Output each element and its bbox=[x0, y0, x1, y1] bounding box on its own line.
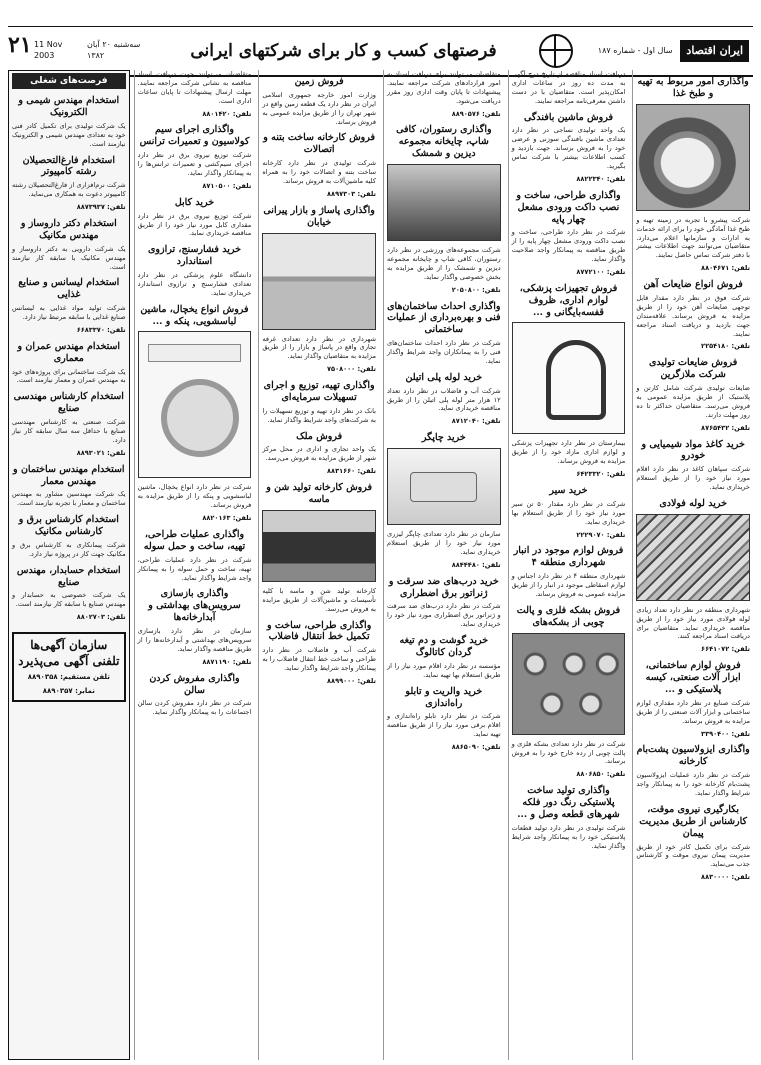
pipes-photo bbox=[636, 514, 750, 601]
ad-item bbox=[12, 277, 126, 334]
washer-photo bbox=[138, 331, 252, 478]
ad-title: استخدام دکتر داروساز و مهندس مکانیک bbox=[20, 217, 117, 241]
ad-phone: تلفن: ۸۸۳۱۶۶۰ bbox=[327, 467, 376, 476]
ad-body: شرکت تولید مواد غذایی به لیسانس صنایع غذایی با سابقه مرتبط نیاز دارد. bbox=[11, 304, 126, 322]
ad-phone: تلفن: ۸۸۲۲۳۴۰ bbox=[576, 174, 626, 183]
ad-body: یک شرکت تولیدی برای تکمیل کادر فنی خود به تعدادی مهندس شیمی و الکترونیک نیازمند است. bbox=[11, 121, 126, 148]
ad-item bbox=[12, 391, 126, 457]
food-photo bbox=[636, 104, 750, 211]
ad-phone: تلفن: ۸۸۹۳۰۲۱ bbox=[76, 448, 126, 457]
issue-number: سال اول - شماره ۱۸۷ bbox=[597, 45, 673, 55]
content-columns bbox=[8, 70, 753, 1060]
ad-body: سازمان در نظر دارد بازسازی سرویس‌های بهداشتی و آبدارخانه‌ها را از طریق مناقصه واگذار نماید. bbox=[137, 627, 252, 653]
ad-title: فروش زمین bbox=[294, 76, 344, 87]
ad-title: خرید کابل bbox=[174, 196, 215, 208]
ad-phone: تلفن: ۸۷۱۲۰۴۰ bbox=[451, 417, 501, 426]
ad-title: فروش لوازم ساختمانی، ابزار آلات صنعتی، کیسه پلاستیکی و ... bbox=[645, 660, 741, 696]
ad-phone: تلفن: ۲۰۵۰۸۰۰ bbox=[451, 285, 501, 294]
ad-title: واگذاری رستوران، کافی شاپ، چایخانه مجموعه دیزین و شمشک bbox=[396, 124, 492, 160]
ad-item bbox=[138, 70, 252, 118]
ad-item bbox=[636, 279, 750, 351]
ad-title: واگذاری احداث ساختمان‌های فنی و بهره‌برداری از عملیات ساختمانی bbox=[387, 300, 501, 336]
ad-item bbox=[138, 197, 252, 239]
ad-item bbox=[636, 744, 750, 797]
ad-title: واگذاری تهیه، توزیع و اجرای تسهیلات سرمایه‌ای bbox=[263, 380, 375, 403]
ad-service-phone: تلفن مستقیم: ۸۸۹۰۳۵۸ bbox=[27, 673, 110, 682]
ad-body: شرکت تولیدی در نظر دارد تولید قطعات پلاستیکی خود را به پیمانکار واجد شرایط واگذار نماید. bbox=[511, 823, 626, 850]
ad-title: استخدام مهندس ساختمان و مهندس معمار bbox=[13, 463, 125, 487]
ad-body: شهرداری در نظر دارد تعدادی غرفه تجاری واقع در پاساژ و بازار را از طریق مزایده به متقاضیان واگذار نماید. bbox=[262, 334, 376, 361]
ad-body: شرکت در نظر دارد طراحی، ساخت و نصب داکت ورودی مشعل چهار پایه را از طریق مناقصه به پیمانکار واجد صلاحیت واگذار نماید. bbox=[511, 228, 626, 264]
ad-item bbox=[138, 529, 252, 582]
ad-body: شرکت آب و فاضلاب در نظر دارد طراحی و ساخت خط انتقال فاضلاب را به پیمانکار واجد شرایط واگذار نماید. bbox=[262, 646, 376, 673]
masthead bbox=[579, 40, 753, 63]
ad-body: شرکت صنعتی به کارشناس مهندسی صنایع با حداقل سه سال سابقه کار نیاز دارد. bbox=[11, 418, 126, 444]
ad-phone: تلفن: ۶۶۸۳۳۷۰ bbox=[76, 325, 126, 334]
ad-item bbox=[12, 565, 126, 622]
jobs-section-header: فرصت‌های شغلی bbox=[12, 73, 126, 89]
column-col5 bbox=[134, 70, 255, 1060]
ad-body: شرکت سپاهان کاغذ در نظر دارد اقلام مورد نیاز خود را از طریق استعلام خریداری نماید. bbox=[636, 465, 750, 492]
ad-body: ضایعات تولیدی شرکت شامل کارتن و پلاستیک از طریق مزایده عمومی به فروش می‌رسد. متقاضیان حداکثر تا ده روز مهلت دارند. bbox=[636, 384, 750, 419]
ad-item bbox=[387, 372, 501, 426]
ad-service-box bbox=[12, 632, 126, 702]
ad-phone: تلفن: ۲۲۲۹۰۷۰ bbox=[576, 530, 626, 539]
ad-phone: تلفن: ۸۸۹۰۵۷۶ bbox=[451, 109, 501, 118]
ad-title: خرید سیر bbox=[549, 485, 588, 497]
ad-phone: تلفن: ۸۸۳۰۰۰۰ bbox=[701, 873, 750, 882]
coal-photo bbox=[262, 510, 376, 582]
ad-body: شرکت توزیع نیروی برق در نظر دارد اجرای سیم‌کشی و تعمیرات ترانس‌ها را به پیمانکار واگذار نماید. bbox=[137, 151, 252, 177]
ad-title: فروش انواع یخچال، ماشین لباسشویی، پنکه و ... bbox=[140, 303, 249, 327]
ad-body: شرکت در نظر دارد درب‌های ضد سرقت و ژنراتور برق اضطراری مورد نیاز خود را خریداری نماید. bbox=[386, 602, 501, 629]
ad-item bbox=[387, 70, 501, 118]
ad-body: شرکت در نظر دارد عملیات ایزولاسیون پشت‌بام کارخانه خود را به پیمانکار واجد شرایط واگذار نماید. bbox=[636, 771, 750, 797]
ad-item bbox=[512, 112, 626, 184]
ad-title: فروش تجهیزات پزشکی، لوازم اداری، ظروف قفسه‌بایگانی و ... bbox=[519, 282, 618, 318]
ad-title: خرید درب‌های ضد سرقت و ژنراتور برق اضطراری bbox=[388, 575, 499, 599]
ad-title: استخدام لیسانس و صنایع غذایی bbox=[18, 277, 120, 301]
ad-item bbox=[262, 380, 376, 425]
column-col2 bbox=[508, 70, 629, 1060]
ad-body: شرکت پیمانکاری به کارشناس برق و مکانیک جهت کار در پروژه نیاز دارد. bbox=[11, 540, 126, 558]
column-col1 bbox=[632, 70, 753, 1060]
ad-body: شهرداری منطقه ۴ در نظر دارد اجناس و لوازم اسقاطی موجود در انبار را از طریق مزایده عمومی به فروش برساند. bbox=[511, 572, 626, 599]
ad-title: بکارگیری نیروی موقت، کارشناس از طریق مدیریت پیمان bbox=[639, 803, 748, 839]
logs-photo bbox=[512, 633, 626, 735]
ad-phone: تلفن: ۸۸۰۲۷۰۳ bbox=[76, 613, 126, 622]
ad-item bbox=[512, 485, 626, 539]
ad-phone: تلفن: ۸۸۰۴۶۷۱ bbox=[701, 264, 750, 273]
ad-body: یک شرکت ساختمانی برای پروژه‌های خود به مهندس عمران و معمار نیازمند است. bbox=[11, 367, 126, 385]
ad-title: فروش لوازم موجود در انبار شهرداری منطقه ۴ bbox=[513, 545, 624, 569]
ad-title: خرید لوله پلی اتیلن bbox=[405, 371, 483, 383]
ad-title: واگذاری تولید ساخت پلاستیکی رنگ دور فلکه شهرهای قطعه وصل و ... bbox=[517, 785, 620, 820]
ad-body: مؤسسه در نظر دارد اقلام مورد نیاز را از طریق استعلام بها تهیه نماید. bbox=[386, 661, 501, 679]
ad-body: شرکت فوق در نظر دارد مقدار قابل توجهی ضایعات آهن خود را از طریق مزایده به فروش برساند. علاقه‌مندان جهت بازدید و دریافت اسناد مراجعه نمایند. bbox=[636, 293, 750, 338]
street-photo bbox=[262, 233, 376, 330]
ad-title: واگذاری مفروش کردن سالن bbox=[149, 672, 240, 696]
ad-item bbox=[387, 576, 501, 629]
ad-title: خرید لوله فولادی bbox=[659, 497, 727, 509]
washer-panel bbox=[148, 344, 242, 362]
ad-title: استخدام مهندس عمران و معماری bbox=[17, 340, 121, 364]
ad-item bbox=[636, 498, 750, 654]
ad-title: استخدام حسابدار، مهندس صنایع bbox=[16, 564, 121, 588]
ad-body: شرکت مجموعه‌های ورزشی در نظر دارد رستوران، کافی شاپ و چایخانه مجموعه دیزین و شمشک را از طریق مزایده به بخش خصوصی واگذار نماید. bbox=[386, 246, 501, 281]
ad-body: متقاضیان می‌توانند برای دریافت اسناد به امور قراردادهای شرکت مراجعه نمایند. پیشنهادات تا پایان وقت اداری روز مقرر دریافت می‌شود. bbox=[386, 70, 501, 105]
ad-phone: تلفن: ۸۸۹۹۰۰۰ bbox=[327, 676, 376, 685]
ad-title: فروش ماشین بافندگی bbox=[523, 111, 613, 123]
ad-title: خرید کاغذ مواد شیمیایی و خودرو bbox=[641, 438, 745, 462]
stetho-photo bbox=[512, 322, 626, 434]
ad-body: شرکت تولیدی در نظر دارد کارخانه ساخت بتنه و اتصالات خود را به همراه کلیه ماشین‌آلات به فروش برساند. bbox=[262, 159, 376, 185]
ad-item bbox=[512, 190, 626, 277]
ad-body: شرکت در نظر دارد مقدار ۵۰ تن سیر مورد نیاز خود را از طریق استعلام بها خریداری نماید. bbox=[511, 499, 626, 526]
ad-title: فروش انواع ضایعات آهن bbox=[643, 279, 743, 291]
ad-item bbox=[262, 482, 376, 613]
ad-body: یک شرکت دارویی به دکتر داروساز و مهندس مکانیک با سابقه کار نیازمند است. bbox=[11, 244, 126, 271]
ad-title: واگذاری ایزولاسیون پشت‌بام کارخانه bbox=[636, 744, 750, 768]
ad-item bbox=[387, 301, 501, 366]
ad-item bbox=[12, 95, 126, 148]
ad-title: فروش ضایعات تولیدی شرکت ملازگرین bbox=[648, 357, 738, 381]
ad-body: شرکت نرم‌افزاری از فارغ‌التحصیلان رشته کامپیوتر دعوت به همکاری می‌نماید. bbox=[11, 181, 126, 199]
ad-body: شرکت برای تکمیل کادر خود از طریق مدیریت پیمان نیروی موقت و کارشناس جذب می‌نماید. bbox=[636, 842, 750, 869]
ad-item bbox=[636, 357, 750, 432]
ad-item bbox=[262, 620, 376, 686]
ad-item bbox=[12, 464, 126, 509]
ad-item bbox=[512, 785, 626, 850]
ad-item bbox=[138, 588, 252, 666]
ad-body: یک واحد تجاری و اداری در محل مرکز شهر از طریق مزایده به فروش می‌رسد. bbox=[262, 445, 376, 463]
ad-title: واگذاری بازسازی سرویس‌های بهداشتی و آبدارخانه‌ها bbox=[148, 588, 241, 624]
ad-service-fax: نمابر: ۸۸۹۰۳۵۷ bbox=[42, 686, 95, 695]
ad-body: یک شرکت مهندسین مشاور به مهندس ساختمان و معمار با تجربه نیازمند است. bbox=[11, 490, 126, 508]
ad-title: استخدام فارغ‌التحصیلان رشته کامپیوتر bbox=[22, 154, 115, 178]
ad-phone: تلفن: ۶۴۲۳۳۲۰ bbox=[576, 470, 626, 479]
ad-body: سازمان در نظر دارد تعدادی چاپگر لیزری مورد نیاز خود را از طریق استعلام خریداری نماید. bbox=[386, 530, 501, 556]
ad-title: استخدام کارشناس مهندسی صنایع bbox=[13, 391, 124, 415]
ad-phone: تلفن: ۲۲۵۴۱۸۰ bbox=[701, 342, 750, 351]
ad-phone: تلفن: ۸۸۹۷۳۰۳ bbox=[327, 189, 376, 198]
date-persian: سه‌شنبه ۲۰ آبان ۱۳۸۲ bbox=[87, 40, 141, 60]
ad-title: خرید والریت و تابلو راه‌اندازی bbox=[405, 685, 483, 709]
ad-phone: تلفن: ۷۵۰۸۰۰۰ bbox=[327, 365, 376, 374]
ad-body: شرکت در نظر دارد عملیات طراحی، تهیه، ساخت و حمل سوله را به پیمانکار واجد شرایط واگذار نماید. bbox=[137, 555, 252, 582]
ad-phone: تلفن: ۸۸۷۳۹۳۷ bbox=[76, 203, 126, 212]
ad-body: شرکت در نظر دارد احداث ساختمان‌های فنی را به پیمانکاران واجد شرایط واگذار نماید. bbox=[386, 339, 501, 365]
ad-title: واگذاری اجرای سیم کولاسیون و تعمیرات ترانس bbox=[139, 124, 250, 148]
ad-title: فروش کارخانه ساخت بتنه و اتصالات bbox=[263, 132, 376, 156]
ad-body: شرکت در نظر دارد انواع یخچال، ماشین لباسشویی و پنکه را از طریق مزایده به فروش برساند. bbox=[137, 483, 252, 510]
ad-body: دریافت اسناد مناقصه از تاریخ درج آگهی به مدت ده روز در ساعات اداری امکان‌پذیر است. متقاضیان با در دست داشتن معرفی‌نامه مراجعه نمایند. bbox=[511, 70, 626, 105]
ad-body: شهرداری منطقه در نظر دارد تعداد زیادی لوله فولادی مورد نیاز خود را از طریق مناقصه خریداری نماید. متقاضیان برای دریافت اسناد مراجعه کنند. bbox=[636, 605, 750, 641]
ad-phone: تلفن: ۸۸۴۴۴۸۰ bbox=[451, 560, 501, 569]
ad-phone: تلفن: ۸۷۶۵۴۳۲ bbox=[701, 423, 750, 432]
column-col3 bbox=[383, 70, 504, 1060]
ad-phone: تلفن: ۸۸۲۰۱۶۳ bbox=[202, 514, 252, 523]
ad-item bbox=[636, 76, 750, 273]
ad-item bbox=[512, 70, 626, 106]
ad-item bbox=[512, 283, 626, 479]
ad-title: استخدام کارشناس برق و کارشناس مکانیک bbox=[18, 514, 119, 538]
ad-body: بیمارستان در نظر دارد تجهیزات پزشکی و لوازم اداری مازاد خود را از طریق مزایده به فروش برساند. bbox=[511, 439, 626, 466]
ad-item bbox=[138, 244, 252, 297]
ad-body: شرکت در نظر دارد مفروش کردن سالن اجتماعات را به پیمانکار واگذار نماید. bbox=[137, 699, 252, 717]
ad-item bbox=[512, 605, 626, 779]
page-number: ۲۱ bbox=[8, 32, 32, 58]
ad-item bbox=[387, 686, 501, 752]
ad-item bbox=[138, 304, 252, 523]
ad-item bbox=[262, 132, 376, 198]
date-gregorian: 11 Nov 2003 bbox=[34, 40, 63, 60]
ad-title: خرید فشارسنج، ترازوی استاندارد bbox=[147, 244, 241, 268]
ad-item bbox=[512, 545, 626, 598]
ad-body: شرکت در نظر دارد تعدادی بشکه فلزی و پالت چوبی از رده خارج خود را به فروش برساند. bbox=[511, 739, 626, 766]
ad-item bbox=[138, 124, 252, 190]
ad-body: شرکت در نظر دارد تابلو راه‌اندازی و اقلام برقی مورد نیاز را از طریق مناقصه تهیه نماید. bbox=[386, 712, 501, 739]
ad-phone: تلفن: ۸۸۰۱۴۲۰ bbox=[202, 109, 252, 118]
stethoscope-icon bbox=[546, 340, 606, 420]
ad-item bbox=[387, 124, 501, 294]
newspaper-logo: ایران اقتصاد bbox=[680, 40, 749, 63]
ad-phone: تلفن: ۸۷۱۰۵۰۰ bbox=[202, 181, 252, 190]
ad-item bbox=[262, 431, 376, 477]
ad-phone: تلفن: ۸۸۶۵۰۹۰ bbox=[451, 743, 501, 752]
column-col6 bbox=[8, 70, 130, 1060]
ad-title: واگذاری طراحی، ساخت و نصب داکت ورودی مشعل چهار پایه bbox=[516, 189, 621, 225]
ad-item bbox=[12, 218, 126, 271]
ad-item bbox=[12, 341, 126, 386]
ad-title: واگذاری امور مربوط به تهیه و طبخ غذا bbox=[637, 76, 749, 99]
column-col4 bbox=[258, 70, 379, 1060]
ad-item bbox=[262, 76, 376, 126]
ad-body: شرکت صنایع در نظر دارد مقداری لوازم ساختمانی و ابزار آلات صنعتی را از طریق مزایده به فروش برساند. bbox=[636, 698, 750, 725]
ad-body: یک واحد تولیدی نساجی در نظر دارد تعدادی ماشین بافندگی سوزنی و عرضی خود را به فروش برساند. جهت بازدید و کسب اطلاعات بیشتر با شرکت تماس بگیرید. bbox=[511, 126, 626, 170]
printer-shape bbox=[410, 472, 477, 503]
ad-service-title: سازمان آگهی‌ها تلفنی آگهی می‌پذیرد bbox=[18, 638, 120, 668]
ad-item bbox=[387, 432, 501, 569]
ad-title: خرید گوشت و دم تیغه گردان کاتالوگ bbox=[399, 635, 489, 658]
ad-item bbox=[262, 205, 376, 374]
ad-title: خرید چاپگر bbox=[421, 432, 466, 444]
washer-door bbox=[161, 379, 239, 457]
ad-body: متقاضیان می‌توانند جهت دریافت اسناد مناقصه به نشانی شرکت مراجعه نمایند. مهلت ارسال پیشنهادات تا پایان ساعات اداری است. bbox=[137, 70, 252, 105]
factory-photo bbox=[387, 164, 501, 241]
printer-photo bbox=[387, 448, 501, 525]
ad-item bbox=[138, 673, 252, 718]
ad-item bbox=[12, 514, 126, 559]
ad-phone: تلفن: ۶۶۴۱۰۷۲ bbox=[701, 645, 750, 654]
globe-icon bbox=[539, 34, 573, 68]
ad-title: فروش ملک bbox=[296, 430, 343, 442]
ad-title: استخدام مهندس شیمی و الکترونیک bbox=[18, 95, 120, 119]
ad-body: بانک در نظر دارد تهیه و توزیع تسهیلات را به شرکت‌های واجد شرایط واگذار نماید. bbox=[262, 406, 376, 424]
ad-body: وزارت امور خارجه جمهوری اسلامی ایران در نظر دارد یک قطعه زمین واقع در شهر تهران را از طریق مزایده عمومی به فروش برساند. bbox=[262, 90, 376, 126]
ad-item bbox=[636, 804, 750, 882]
ad-body: کارخانه تولید شن و ماسه با کلیه تأسیسات و ماشین‌آلات از طریق مزایده به فروش می‌رسد. bbox=[262, 586, 376, 613]
ad-body: یک شرکت خصوصی به حسابدار و مهندس صنایع با سابقه کار نیازمند است. bbox=[11, 591, 126, 609]
ad-title: واگذاری طراحی، ساخت و تکمیل خط انتقال فاضلاب bbox=[267, 619, 372, 643]
ad-title: فروش بشکه فلزی و پالت چوبی از بشکه‌های bbox=[516, 604, 621, 628]
ad-item bbox=[387, 635, 501, 680]
ad-body: دانشگاه علوم پزشکی در نظر دارد تعدادی فشارسنج و ترازوی استاندارد خریداری نماید. bbox=[137, 271, 252, 297]
ad-body: شرکت آب و فاضلاب در نظر دارد تعداد ۱۲ هزار متر لوله پلی اتیلن را از طریق مناقصه خریداری نماید. bbox=[386, 386, 501, 413]
ad-body: شرکت توزیع نیروی برق در نظر دارد مقداری کابل مورد نیاز خود را از طریق مناقصه خریداری نماید. bbox=[137, 211, 252, 238]
ad-title: واگذاری پاساژ و بازار پیرانی خیابان bbox=[263, 204, 375, 228]
ad-phone: تلفن: ۸۷۷۲۱۰۰ bbox=[576, 267, 626, 276]
ad-body: شرکت پیشرو با تجربه در زمینه تهیه و طبخ غذا آمادگی خود را برای ارائه خدمات به ادارات و سازمانها اعلام می‌دارد. متقاضیان می‌توانند جهت اطلاعات بیشتر با دفتر شرکت تماس حاصل نمایند. bbox=[636, 215, 750, 260]
ad-title: واگذاری عملیات طراحی، تهیه، ساخت و حمل سوله bbox=[143, 529, 246, 552]
ad-phone: تلفن: ۸۸۷۱۱۹۰ bbox=[202, 657, 252, 666]
ad-item bbox=[636, 439, 750, 492]
ad-phone: تلفن: ۳۳۹۰۴۰۰ bbox=[701, 729, 750, 738]
section-title: فرصتهای کسب و کار برای شرکتهای ایرانی bbox=[190, 40, 497, 61]
ad-title: فروش کارخانه تولید شن و ماسه bbox=[266, 482, 373, 506]
ad-item bbox=[636, 660, 750, 738]
ad-phone: تلفن: ۸۸۰۶۸۵۰ bbox=[576, 770, 626, 779]
ad-item bbox=[12, 155, 126, 212]
